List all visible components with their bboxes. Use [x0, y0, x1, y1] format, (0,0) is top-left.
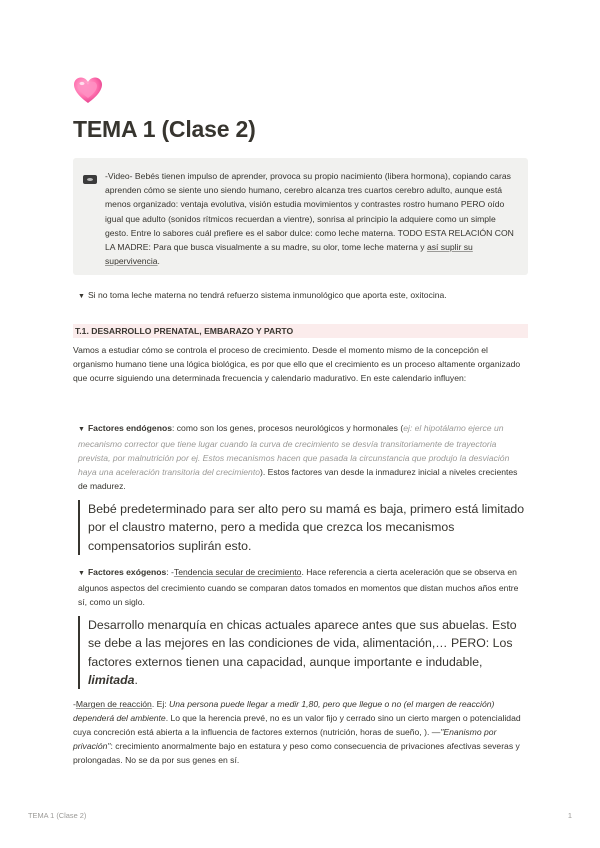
- heart-icon: [73, 76, 103, 106]
- quote-bebe: Bebé predeterminado para ser alto pero su mamá es baja, primero está limitado por el claustro materno, pero a medida que crezca los mecanismos compensatorios suplirán esto.: [78, 500, 528, 555]
- toggle-factores-exogenos[interactable]: [78, 565, 528, 609]
- quote-emphasis: limitada: [88, 672, 135, 687]
- callout-link[interactable]: así suplir su supervivencia: [105, 242, 473, 267]
- toggle-arrow-icon[interactable]: ▼: [78, 293, 85, 300]
- margen-text-2: . Lo que la herencia prevé, no es un valor fijo y cerrado sino un cierto margen o potencialidad cuya concreción está abierta a la influencia de factores externos (nutrición, horas de sueño, ). —: [73, 713, 521, 737]
- endogenous-label: Factores endógenos: [87, 423, 172, 433]
- margen-text-1: . Ej:: [151, 699, 170, 709]
- exogenous-text-1: : -: [166, 567, 174, 577]
- footer-title: TEMA 1 (Clase 2): [28, 811, 87, 820]
- callout-text-main: -Video- Bebés tienen impulso de aprender, provoca su propio nacimiento (libera hormona), copiando caras aprenden cómo se siente uno siendo humano, cerebro alcanza tres cuartos cerebro adulto, aunque está menos organizado: ventaja evolutiva, visión estudia movimientos y contrastes rostro humano PERO oído igual que adulto (sonidos rítmicos recuerdan a vientre), sonrisa al principio la adquiere como un simple gesto. Entre lo sabores cuál prefiere es el sabor dulce: como leche materna. TODO ESTA RELACIÓN CON LA MADRE: Para que busca visualmente a su madre, su olor, tome leche materna y: [105, 171, 514, 253]
- quote-end: .: [134, 672, 138, 687]
- exogenous-label: Factores exógenos: [87, 567, 167, 577]
- video-callout: [73, 158, 528, 275]
- exogenous-link[interactable]: Tendencia secular de crecimiento: [173, 567, 302, 577]
- endogenous-italic: ej: el hipotálamo ejerce un mecanismo corrector que tiene lugar cuando la curva de crecimiento se desvía transitoriamente de trayectoria prevista, por malnutrición por ej. Estos mecanismos hacen que pasada la circunstancia que produjo la desviación haya una aceleración transitoria del crecimiento: [78, 423, 510, 477]
- quote-menarquia-text: Desarrollo menarquía en chicas actuales aparece antes que sus abuelas. Esto se debe a las mejores en las condiciones de vida, alimentación,… PERO: Los factores externos tienen una capacidad, aunque importante e indudable,: [88, 618, 517, 669]
- callout-text: [105, 169, 520, 268]
- toggle-text: Si no toma leche materna no tendrá refuerzo sistema inmunológico que aporta este, oxitocina.: [87, 290, 447, 300]
- margen-prefix: -: [73, 699, 76, 709]
- margen-paragraph: [73, 697, 528, 767]
- page-title: TEMA 1 (Clase 2): [73, 116, 256, 142]
- endogenous-text-2: ). Estos factores van desde la inmadurez inicial a niveles crecientes de madurez.: [78, 467, 518, 491]
- toggle-leche-materna[interactable]: [78, 288, 447, 304]
- section-heading: T.1. DESARROLLO PRENATAL, EMBARAZO Y PARTO: [73, 324, 528, 338]
- toggle-factores-endogenos[interactable]: [78, 421, 528, 493]
- page-number: 1: [567, 811, 572, 820]
- margen-link[interactable]: Margen de reacción: [75, 699, 152, 709]
- margen-text-3: : crecimiento anormalmente bajo en estatura y peso como consecuencia de privaciones afectivas severas y prolongadas. No se da por sus genes en sí.: [73, 741, 520, 765]
- video-icon: [83, 175, 97, 184]
- toggle-arrow-icon[interactable]: ▼: [78, 426, 85, 433]
- margen-italic-2: "Enanismo por privación": [73, 727, 497, 751]
- callout-text-end: .: [157, 256, 160, 267]
- quote-menarquia: [78, 616, 528, 689]
- exogenous-text-2: . Hace referencia a cierta aceleración que se observa en algunos aspectos del crecimiento cuando se comparan datos tomados en momentos que distan muchos años entre sí, como un siglo.: [78, 567, 519, 607]
- toggle-arrow-icon[interactable]: ▼: [78, 570, 85, 577]
- endogenous-text-1: : como son los genes, procesos neurológicos y hormonales (: [171, 423, 404, 433]
- margen-italic-1: Una persona puede llegar a medir 1,80, pero que llegue o no (el margen de reacción) dependerá del ambiente: [73, 699, 495, 723]
- intro-paragraph: Vamos a estudiar cómo se controla el proceso de crecimiento. Desde el momento mismo de la concepción el organismo humano tiene una lógica biológica, es por que ello que el crecimiento es un proceso altamente organizado que ocurre siguiendo una determinada frecuencia y calendario madurativo. En este calendario influyen:: [73, 345, 521, 383]
